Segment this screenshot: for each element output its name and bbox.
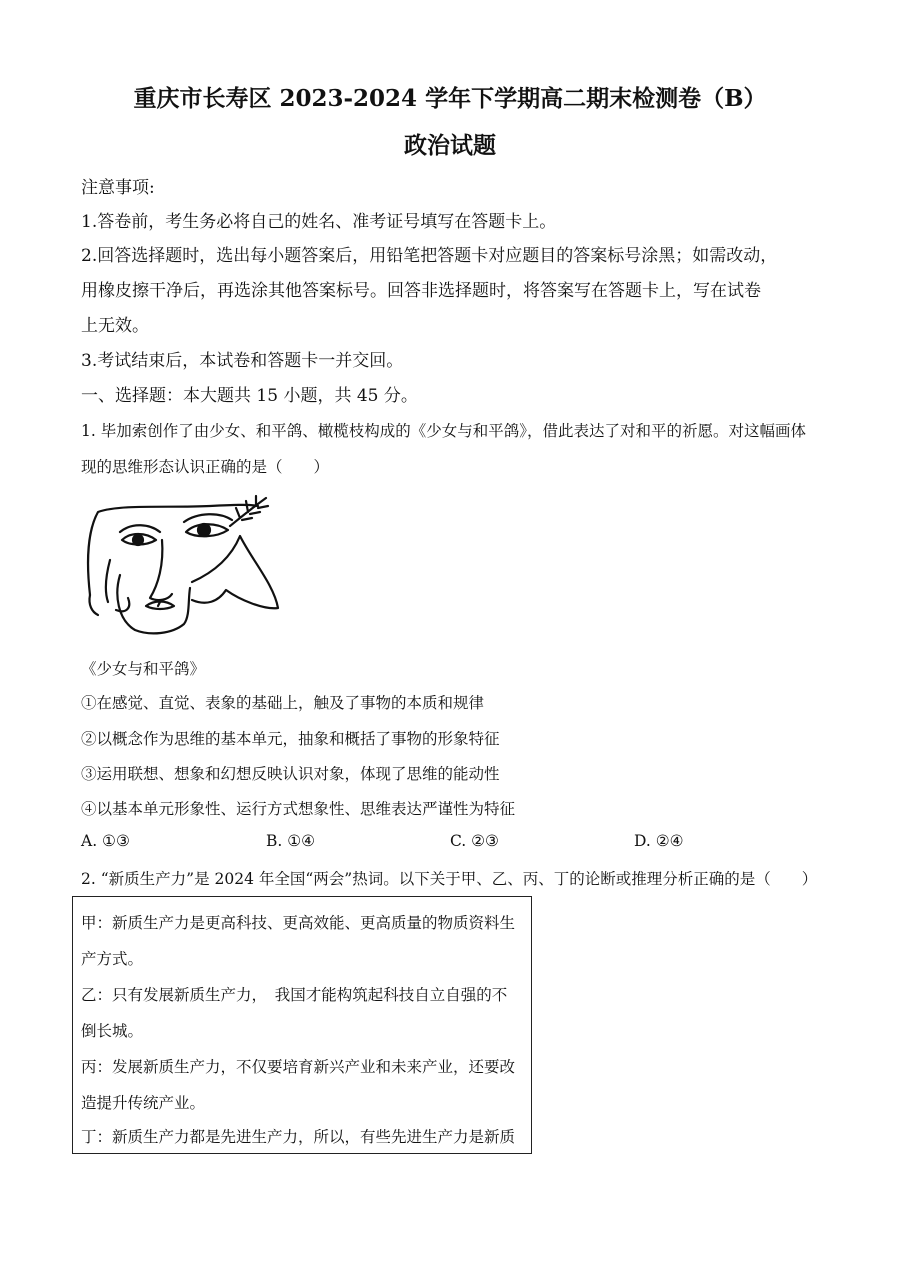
statement-ding-line-1: 丁：新质生产力都是先进生产力，所以，有些先进生产力是新质: [81, 1128, 516, 1146]
note-item-1: 1.答卷前，考生务必将自己的姓名、准考证号填写在答题卡上。: [81, 212, 557, 232]
picasso-drawing: [80, 490, 285, 635]
question-1-option-2: ②以概念作为思维的基本单元，抽象和概括了事物的形象特征: [81, 730, 500, 748]
question-1-option-1: ①在感觉、直觉、表象的基础上，触及了事物的本质和规律: [81, 694, 485, 712]
note-item-2-line-3: 上无效。: [81, 316, 149, 336]
drawing-left-contour: [89, 595, 98, 615]
choice-d: D. ②④: [634, 832, 684, 850]
choice-c: C. ②③: [450, 832, 499, 850]
question-2-statement-box: [72, 896, 532, 1154]
drawing-dove-wing: [192, 536, 278, 608]
choice-b: B. ①④: [266, 832, 316, 850]
drawing-nose: [150, 540, 172, 600]
question-1-option-3: ③运用联想、想象和幻想反映认识对象，体现了思维的能动性: [81, 765, 500, 783]
statement-jia-line-2: 产方式。: [81, 950, 144, 968]
statement-bing-line-1: 丙：发展新质生产力，不仅要培育新兴产业和未来产业，还要改: [81, 1058, 516, 1076]
statement-yi-line-2: 倒长城。: [81, 1022, 144, 1040]
page-title: 重庆市长寿区 2023-2024 学年下学期高二期末检测卷（B）: [133, 85, 767, 112]
statement-bing-line-2: 造提升传统产业。: [81, 1094, 206, 1112]
question-2-stem: 2. “新质生产力”是 2024 年全国“两会”热词。以下关于甲、乙、丙、丁的论断或推理分析正确的是（ ）: [81, 870, 818, 888]
question-1-stem-line-2: 现的思维形态认识正确的是（ ）: [81, 458, 330, 476]
question-1-caption: 《少女与和平鸽》: [81, 660, 206, 678]
drawing-olive-branch: [230, 496, 268, 526]
question-1-stem-line-1: 1. 毕加索创作了由少女、和平鸽、橄榄枝构成的《少女与和平鸽》，借此表达了对和平的祈愿。对这幅画体: [81, 422, 806, 440]
drawing-brows: [120, 514, 232, 532]
drawing-mouth: [146, 602, 174, 610]
note-item-2-line-1: 2.回答选择题时，选出每小题答案后，用铅笔把答题卡对应题目的答案标号涂黑；如需改动，: [81, 246, 778, 266]
section-heading: 一、选择题：本大题共 15 小题，共 45 分。: [81, 386, 418, 406]
choice-a: A. ①③: [81, 832, 130, 850]
question-1-option-4: ④以基本单元形象性、运行方式想象性、思维表达严谨性为特征: [81, 800, 516, 818]
statement-jia-line-1: 甲：新质生产力是更高科技、更高效能、更高质量的物质资料生: [81, 914, 516, 932]
note-item-2-line-2: 用橡皮擦干净后，再选涂其他答案标号。回答非选择题时，将答案写在答题卡上，写在试卷: [81, 281, 761, 301]
notes-heading: 注意事项:: [81, 178, 155, 198]
statement-yi-line-1: 乙：只有发展新质生产力， 我国才能构筑起科技自立自强的不: [81, 986, 508, 1004]
note-item-3: 3.考试结束后，本试卷和答题卡一并交回。: [81, 351, 404, 371]
page-subtitle: 政治试题: [404, 132, 496, 159]
